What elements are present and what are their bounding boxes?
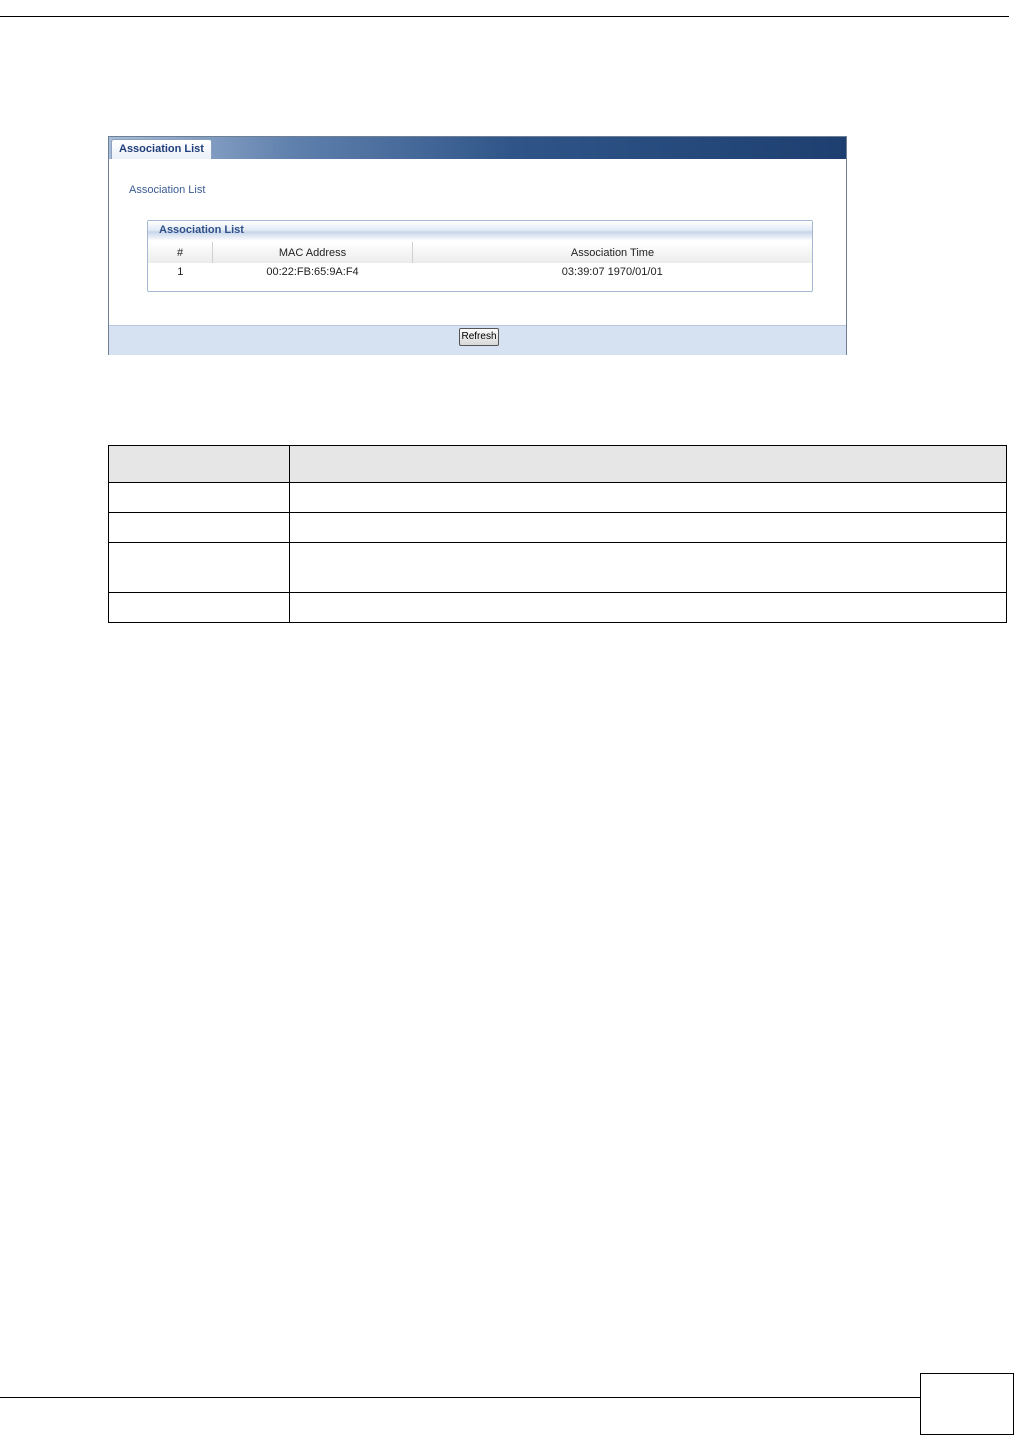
footer-rule (0, 1397, 920, 1398)
cell-association-time: 03:39:07 1970/01/01 (561, 266, 663, 278)
association-list-screenshot (108, 136, 847, 355)
fieldset-header (148, 221, 812, 241)
tab-association-list[interactable]: Association List (111, 139, 212, 159)
column-header-index: # (148, 242, 213, 263)
table-row (109, 483, 1007, 513)
header-rule (0, 16, 1009, 17)
column-header-mac: MAC Address (213, 242, 413, 263)
table-header-row (148, 242, 812, 263)
button-bar (109, 325, 846, 355)
fieldset-title: Association List (159, 224, 244, 236)
association-table (148, 242, 812, 281)
table-row (109, 593, 1007, 623)
page-number-box (920, 1373, 1014, 1435)
description-header-row (109, 446, 1007, 483)
cell-index: 1 (177, 266, 184, 278)
refresh-button[interactable]: Refresh (459, 328, 499, 346)
table-row (148, 263, 812, 281)
tab-bar (109, 137, 846, 159)
table-row (109, 513, 1007, 543)
column-header-time: Association Time (413, 242, 813, 263)
description-header-description (290, 446, 1007, 483)
section-title: Association List (129, 184, 206, 196)
description-table (108, 445, 1007, 623)
description-header-label (109, 446, 290, 483)
association-list-fieldset (147, 220, 813, 292)
table-row (109, 543, 1007, 593)
cell-mac-address: 00:22:FB:65:9A:F4 (266, 266, 359, 278)
